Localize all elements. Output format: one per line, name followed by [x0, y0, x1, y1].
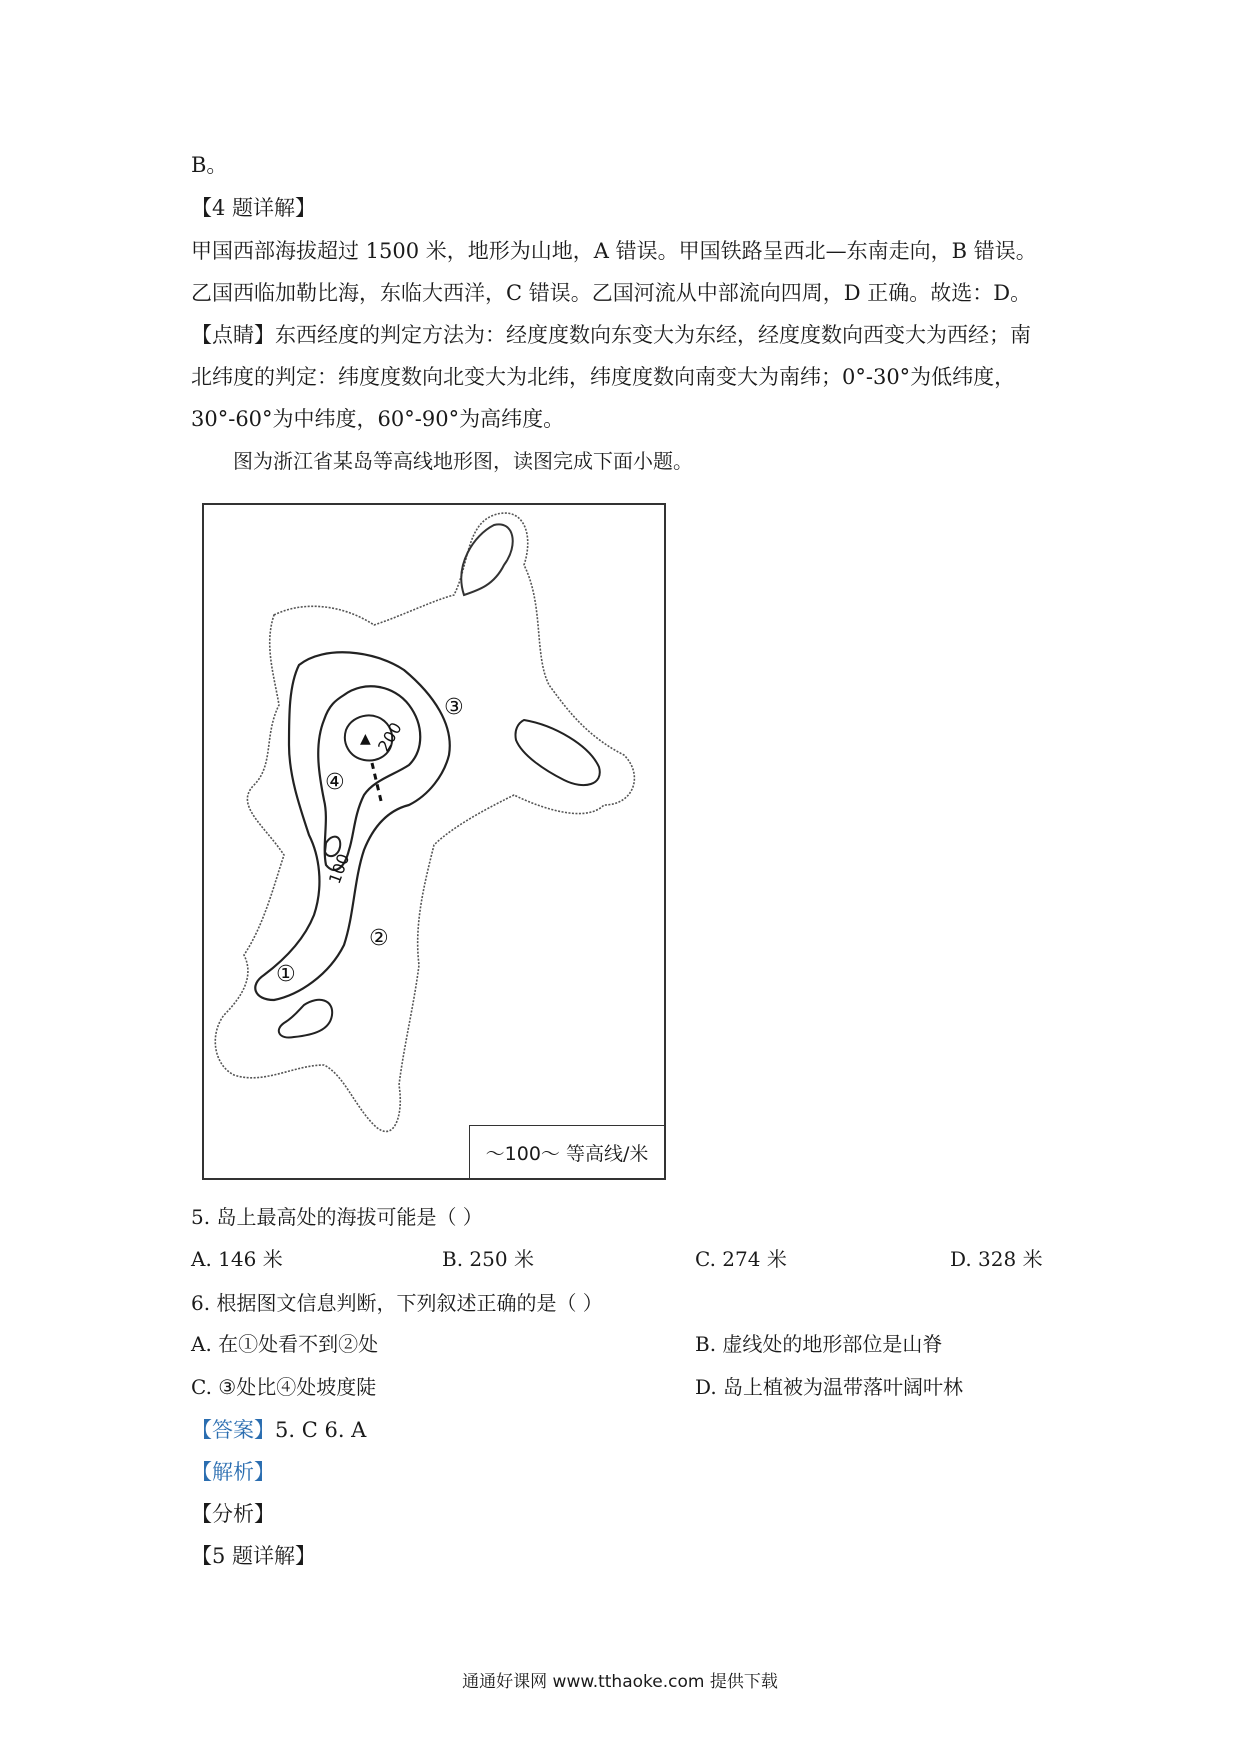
tip-label: 【点睛】 [191, 323, 275, 347]
answer-line [191, 1415, 366, 1445]
analysis-label: 【解析】 [191, 1460, 275, 1484]
marker-1: ① [276, 962, 296, 987]
tip-line-2: 北纬度的判定：纬度度数向北变大为北纬，纬度度数向南变大为南纬；0°-30°为低纬度， [191, 365, 1016, 389]
marker-3: ③ [444, 695, 464, 720]
q4-line-2: 乙国西临加勒比海，东临大西洋，C 错误。乙国河流从中部流向四周，D 正确。故选：D。 [191, 281, 1032, 305]
q5-option-c[interactable]: C. 274 米 [695, 1247, 787, 1271]
answer-text: 5. C 6. A [275, 1418, 367, 1442]
coastline-ne [461, 524, 512, 595]
q4-line-1: 甲国西部海拔超过 1500 米，地形为山地，A 错误。甲国铁路呈西北—东南走向，B 错误。 [191, 239, 1037, 263]
answer-label: 【答案】 [191, 1418, 275, 1442]
elevation-200-label: 200 [374, 719, 406, 755]
contour-map [202, 503, 666, 1180]
fenxi-label: 【分析】 [191, 1502, 275, 1526]
footer: 通通好课网 www.tthaoke.com 提供下载 [462, 1672, 778, 1692]
contour-sw [279, 1000, 332, 1038]
contour-100 [255, 652, 449, 1000]
tip-line-3: 30°-60°为中纬度，60°-90°为高纬度。 [191, 407, 565, 431]
q5-header: 【5 题详解】 [191, 1544, 317, 1568]
coastline [215, 513, 634, 1131]
q6-option-a[interactable]: A. 在①处看不到②处 [191, 1332, 379, 1356]
tip-text: 东西经度的判定方法为：经度度数向东变大为东经，经度度数向西变大为西经；南 [275, 323, 1031, 347]
contour-map-svg [204, 505, 664, 1178]
q5-stem: 5. 岛上最高处的海拔可能是（ ） [191, 1205, 483, 1229]
marker-4: ④ [325, 770, 345, 795]
q4-header: 【4 题详解】 [191, 196, 317, 220]
q5-option-a[interactable]: A. 146 米 [191, 1247, 283, 1271]
tip-line-1 [191, 320, 1031, 350]
q6-stem: 6. 根据图文信息判断，下列叙述正确的是（ ） [191, 1291, 603, 1315]
elevation-100-label: 100 [324, 851, 354, 887]
marker-2: ② [369, 926, 389, 951]
q6-option-d[interactable]: D. 岛上植被为温带落叶阔叶林 [695, 1375, 964, 1399]
top-answer: B。 [191, 153, 228, 177]
map-legend: ～100～ 等高线/米 [469, 1125, 664, 1178]
q6-option-c[interactable]: C. ③处比④处坡度陡 [191, 1375, 377, 1399]
q5-option-d[interactable]: D. 328 米 [950, 1247, 1043, 1271]
q6-option-b[interactable]: B. 虚线处的地形部位是山脊 [695, 1332, 943, 1356]
q5-option-b[interactable]: B. 250 米 [442, 1247, 534, 1271]
peak-marker: ▲ [360, 731, 371, 747]
figure-intro: 图为浙江省某岛等高线地形图，读图完成下面小题。 [233, 449, 693, 473]
